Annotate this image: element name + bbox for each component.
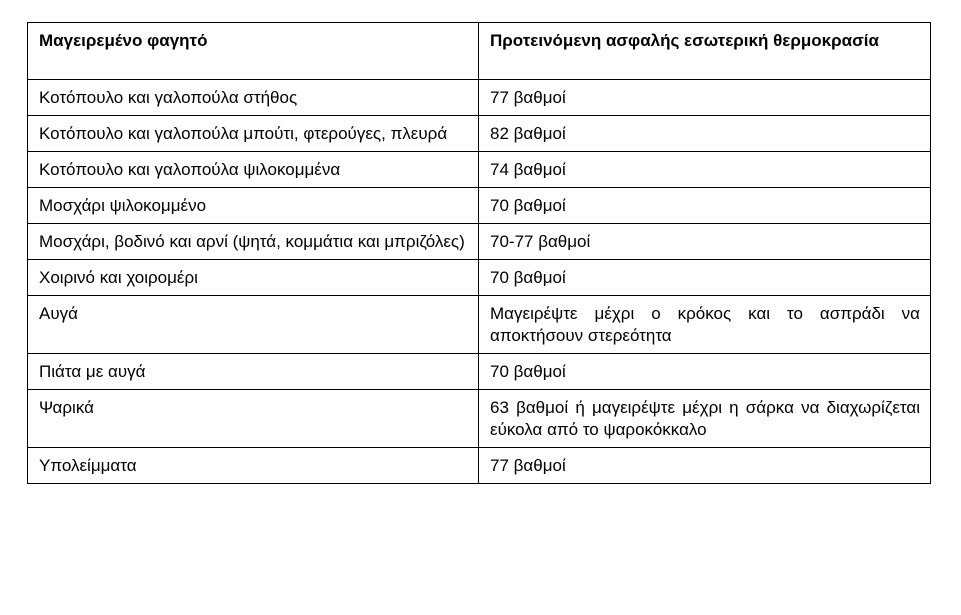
cell-food: Κοτόπουλο και γαλοπούλα στήθος — [28, 80, 479, 116]
table-row — [28, 116, 931, 152]
cell-food: Κοτόπουλο και γαλοπούλα ψιλοκομμένα — [28, 152, 479, 188]
cell-temperature: Μαγειρέψτε μέχρι ο κρόκος και το ασπράδι να αποκτήσουν στερεότητα — [479, 296, 931, 354]
cell-temperature: 70 βαθμοί — [479, 188, 931, 224]
cell-temperature: 63 βαθμοί ή μαγειρέψτε μέχρι η σάρκα να διαχωρίζεται εύκολα από το ψαροκόκκαλο — [479, 390, 931, 448]
cell-food: Πιάτα με αυγά — [28, 354, 479, 390]
table-row — [28, 260, 931, 296]
table-row — [28, 296, 931, 354]
cell-food: Κοτόπουλο και γαλοπούλα μπούτι, φτερούγες, πλευρά — [28, 116, 479, 152]
cell-food: Χοιρινό και χοιρομέρι — [28, 260, 479, 296]
temperature-table — [27, 22, 931, 484]
cell-temperature: 70 βαθμοί — [479, 354, 931, 390]
cell-food: Μοσχάρι ψιλοκομμένο — [28, 188, 479, 224]
cell-temperature: 82 βαθμοί — [479, 116, 931, 152]
table-row — [28, 80, 931, 116]
header-food: Μαγειρεμένο φαγητό — [28, 23, 479, 80]
cell-temperature: 74 βαθμοί — [479, 152, 931, 188]
table-row — [28, 354, 931, 390]
table-row — [28, 448, 931, 484]
table-row — [28, 188, 931, 224]
header-temperature: Προτεινόμενη ασφαλής εσωτερική θερμοκρασία — [479, 23, 931, 80]
table-row — [28, 390, 931, 448]
cell-temperature: 77 βαθμοί — [479, 448, 931, 484]
cell-food: Μοσχάρι, βοδινό και αρνί (ψητά, κομμάτια και μπριζόλες) — [28, 224, 479, 260]
cell-food: Αυγά — [28, 296, 479, 354]
table-row — [28, 152, 931, 188]
cell-temperature: 70 βαθμοί — [479, 260, 931, 296]
cell-food: Ψαρικά — [28, 390, 479, 448]
table-row — [28, 224, 931, 260]
cell-temperature: 70-77 βαθμοί — [479, 224, 931, 260]
cell-temperature: 77 βαθμοί — [479, 80, 931, 116]
cell-food: Υπολείμματα — [28, 448, 479, 484]
table-header-row — [28, 23, 931, 80]
